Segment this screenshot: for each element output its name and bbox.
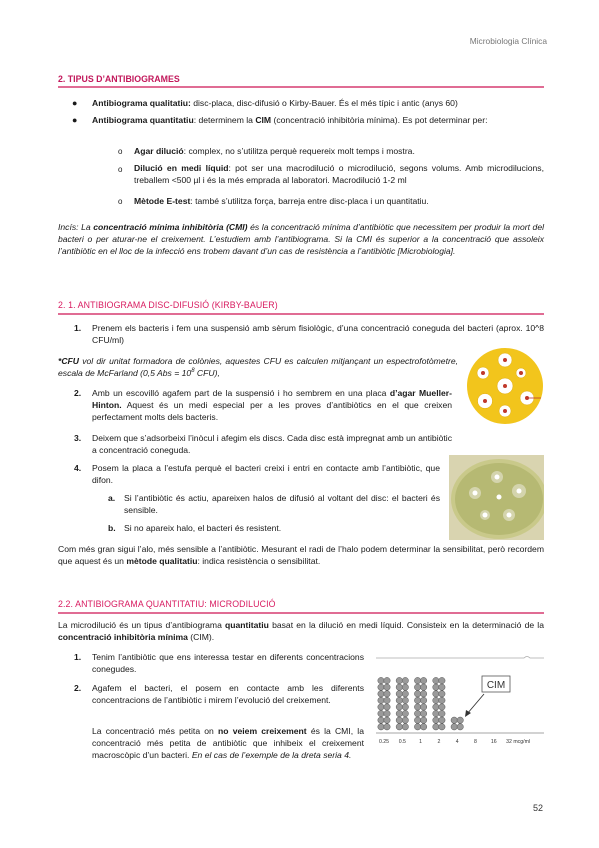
step-1: Prenem els bacteris i fem una suspensió amb sèrum fisiològic, d’una concentració coneguda del bacteri (aprox. 10^8 CFU/ml) [92,323,544,346]
sub-etest: Mètode E-test: també s’utilitza força, barreja entre disc-placa i un quantitatiu. [134,196,429,206]
step-4: Posem la placa a l’estufa perquè el bacteri creixi i entri en contacte amb l’antibiòtic, que difon. [92,463,440,486]
list-number: 1. [74,323,82,333]
growth-dot [384,691,390,697]
growth-dot [414,691,420,697]
subsection-title: 2.2. ANTIBIOGRAMA QUANTITATIU: MICRODILUCIÓ [58,599,276,609]
growth-dot [420,710,426,716]
tick-label: 32 mcg/ml [506,739,531,745]
tick-label: 0.25 [378,739,390,745]
growth-dot [402,684,408,690]
growth-dot [433,677,439,683]
section-rule [58,86,544,88]
growth-dot [439,710,445,716]
tick-label: 8 [474,739,477,745]
sub-agar: Agar dilució: complex, no s’utilitza perquè requereix molt temps i mostra. [134,146,415,156]
cim-arrow-head [465,710,471,717]
cfu-note: *CFU vol dir unitat formadora de colònies, aquestes CFU es calculen mitjançant un espectrofotòmetre, escala de McFarland (0,5 Abs = $10^8$ CFU), [58,356,458,379]
growth-dot [420,684,426,690]
growth-dot [439,704,445,710]
growth-dot [420,717,426,723]
tick-label: 0.5 [398,739,406,745]
incis-paragraph: Incís: La concentració mínima inhibitòria (CMI) és la concentració mínima d’antibiòtic que necessitem per produir la mort del bacteri o per aturar-ne el creixement. L’estudiem amb l’antibiograma. Si la CMI és superior a la concentració que assoleix l’antibiòtic en el lloc de la infecció ens trobem davant d’un cas de resistència a l’antibiòtic [Microbiologia]. [58,222,545,257]
bullet-qualitatiu: Antibiograma qualitatiu: disc-placa, disc-difusió o Kirby-Bauer. És el més típic i antic (anys 60) [92,98,458,108]
growth-dot [457,717,463,723]
microdilution-figure [374,650,546,750]
tick-label: 2 [437,739,441,745]
growth-dot [396,717,402,723]
growth-dot [384,710,390,716]
growth-dot [433,717,439,723]
tube-4 [433,677,445,730]
tube-5 [451,717,463,730]
growth-dot [396,691,402,697]
disc [503,409,507,413]
growth-dot [378,724,384,730]
growth-dot [378,691,384,697]
list-number: 2. [74,388,82,398]
growth-dot [378,710,384,716]
disc [481,371,485,375]
growth-dot [414,717,420,723]
growth-dot [402,691,408,697]
list-number: 4. [74,463,82,473]
growth-dot [384,684,390,690]
growth-dot [451,717,457,723]
step-4a: Si l’antibiòtic és actiu, apareixen halos de difusió al voltant del disc: el bacteri és sensible. [124,493,440,516]
growth-dot [414,704,420,710]
growth-dot [384,724,390,730]
growth-dot [439,724,445,730]
growth-dot [378,677,384,683]
tick-label: 16 [490,739,497,745]
growth-dot [420,704,426,710]
disc [483,399,487,403]
growth-dot [378,717,384,723]
cim-arrow-line [467,694,484,714]
step-4b: Si no apareix halo, el bacteri és resistent. [124,523,282,533]
growth-dot [439,717,445,723]
growth-dot [384,717,390,723]
growth-dot [414,684,420,690]
cmi-paragraph: La concentració més petita on no veiem creixement és la CMI, la concentració més petita de antibiòtic que inhibeix el creixement macroscòpic d’un bacteri. En el cas de l’exemple de la dreta seria 4. [92,726,364,761]
growth-dot [433,684,439,690]
tube-2 [396,677,408,730]
growth-dot [402,704,408,710]
disc [503,384,507,388]
growth-dot [396,697,402,703]
growth-dot [433,710,439,716]
growth-dot [378,684,384,690]
disc [519,371,523,375]
growth-dot [384,697,390,703]
growth-dot [439,697,445,703]
growth-dot [414,697,420,703]
list-number: 2. [74,683,82,693]
step-3: Deixem que s’adsorbeixi l’inòcul i afegim els discs. Cada disc està impregnat amb un antibiòtic a concentració coneguda. [92,433,452,456]
growth-dot [457,724,463,730]
subsection-rule [58,612,544,614]
growth-dot [414,710,420,716]
sub-dilucio: Dilució en medi líquid: pot ser una macrodilució o microdilució, segons volums. Amb microdilucions, treballem <500 µl i és la més emprada al laboratori. Macrodilució 1-2 ml [134,163,544,186]
step-2: Agafem el bacteri, el posem en contacte amb les diferents concentracions de l’antibiòtic i mirem l’evolució del creixement. [92,683,364,706]
growth-dot [420,677,426,683]
step-2: Amb un escovilló agafem part de la suspensió i ho sembrem en una placa d’agar Mueller-Hinton. Aquest és un medi especial per a les proves d’antibiòtics en el que creixen perfectament molts dels bacteris. [92,388,452,423]
growth-dot [433,691,439,697]
list-letter: a. [108,493,116,503]
growth-dot [402,710,408,716]
growth-dot [439,691,445,697]
subsection-title: 2. 1. ANTIBIOGRAMA DISC-DIFUSIÓ (KIRBY-BAUER) [58,300,278,310]
tube-1 [378,677,390,730]
growth-dot [396,710,402,716]
growth-dot [396,677,402,683]
growth-dot [378,704,384,710]
frame-top [376,657,544,659]
growth-dot [433,724,439,730]
growth-dot [402,717,408,723]
growth-dot [420,691,426,697]
growth-dot [402,724,408,730]
growth-dot [402,697,408,703]
microdilucio-intro: La microdilució és un tipus d’antibiograma quantitatiu basat en la dilució en medi líquid. Consisteix en la determinació de la concentració inhibitòria mínima (CIM). [58,620,544,643]
growth-dot [378,697,384,703]
growth-dot [439,677,445,683]
growth-dot [439,684,445,690]
list-number: 1. [74,652,82,662]
growth-dot [420,697,426,703]
tick-label: 1 [419,739,423,745]
growth-dot [396,724,402,730]
subsection-rule [58,313,544,315]
growth-dot [414,677,420,683]
tick-label: 4 [455,739,459,745]
growth-dot [396,684,402,690]
growth-dot [451,724,457,730]
disc-plate-illustration [466,347,544,425]
plate-photo [449,455,544,540]
running-header: Microbiologia Clínica [469,36,547,46]
growth-dot [402,677,408,683]
section-title: 2. TIPUS D’ANTIBIOGRAMES [58,74,180,84]
growth-dot [433,704,439,710]
growth-dot [433,697,439,703]
cim-label: CIM [486,680,506,691]
list-letter: b. [108,523,116,533]
bullet-quantitatiu: Antibiograma quantitatiu: determinem la CIM (concentració inhibitòria mínima). Es pot determinar per: [92,115,488,125]
growth-dot [396,704,402,710]
growth-dot [384,704,390,710]
growth-dot [384,677,390,683]
page-number: 52 [532,803,543,813]
growth-dot [420,724,426,730]
tube-3 [414,677,426,730]
disc [503,358,507,362]
growth-dot [414,724,420,730]
step-1: Tenim l’antibiòtic que ens interessa testar en diferents concentracions conegudes. [92,652,364,675]
conclusion-paragraph: Com més gran sigui l’alo, més sensible a l’antibiòtic. Mesurant el radi de l’halo podem determinar la sensibilitat, però recordem que aquest és un mètode qualitatiu: indica resistència o sensibilitat. [58,544,544,567]
list-number: 3. [74,433,82,443]
